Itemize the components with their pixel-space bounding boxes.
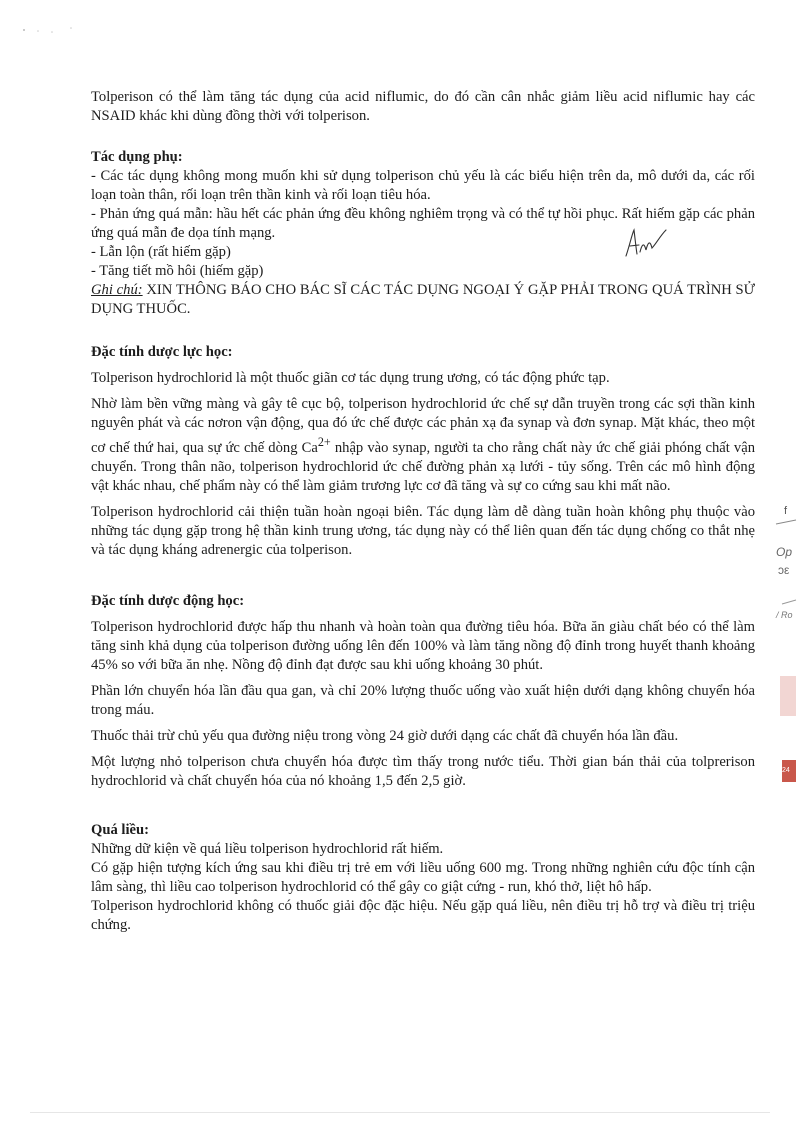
side-effect-line: - Tăng tiết mồ hôi (hiếm gặp) [91, 263, 264, 279]
pharmacodynamics-paragraph [91, 395, 755, 496]
pharmacokinetics-paragraph: Phần lớn chuyển hóa lần đầu qua gan, và chỉ 20% lượng thuốc uống vào xuất hiện dưới dạng không chuyển hóa trong máu. [91, 682, 755, 718]
scan-bottom-edge [30, 1112, 770, 1113]
side-effect-line: - Các tác dụng không mong muốn khi sử dụng tolperison chủ yếu là các biểu hiện trên da, mô dưới da, các rối loạn toàn thân, rối loạn trên thần kinh và rối loạn tiêu hóa. [91, 168, 755, 203]
document-body [91, 88, 755, 935]
pharmacokinetics-paragraph: Thuốc thải trừ chủ yếu qua đường niệu trong vòng 24 giờ dưới dạng các chất đã chuyển hóa lần đầu. [91, 727, 679, 744]
overdose-line: Tolperison hydrochlorid không có thuốc giải độc đặc hiệu. Nếu gặp quá liều, nên điều trị hỗ trợ và điều trị triệu chứng. [91, 897, 755, 933]
side-effect-line: - Phản ứng quá mẫn: hầu hết các phản ứng đều không nghiêm trọng và có thể tự hồi phục. Rất hiếm gặp các phản ứng quá mẫn đe dọa tính mạng. [91, 206, 755, 241]
edge-stamp-fragments [770, 480, 800, 790]
svg-text:/ Ro: / Ro [776, 610, 793, 620]
pharmacodynamics-heading: Đặc tính dược lực học: [91, 344, 233, 360]
text-run: nhập vào synap, người ta cho rằng chất này ức chế giải phóng chất vận chuyển. Trong thân não, tolperison hydrochlorid ức chế đường phản xạ lưới - tủy sống. Trên các mô hình động vật khác nhau, chế phẩm này có thể làm giảm trương lực cơ đã tăng và sự co cứng sau khi mất não. [91, 439, 755, 494]
pharmacokinetics-heading: Đặc tính dược động học: [91, 592, 245, 609]
overdose-section [91, 821, 755, 935]
svg-text:Op: Op [776, 545, 793, 559]
pharmacokinetics-section [91, 592, 755, 791]
note-text: XIN THÔNG BÁO CHO BÁC SĨ CÁC TÁC DỤNG NGOẠI Ý GẶP PHẢI TRONG QUÁ TRÌNH SỬ DỤNG THUỐC. [91, 282, 755, 317]
overdose-line: Có gặp hiện tượng kích ứng sau khi điều trị trẻ em với liều uống 600 mg. Trong những nghiên cứu độc tính cận lâm sàng, thì liều cao tolperison hydrochlorid có thể gây co giật cứng - run, khó thở, liệt hô hấp. [91, 859, 755, 895]
text-run: Nhờ làm bền vững màng và gây tê cục bộ, tolperison hydrochlorid ức chế sự dẫn truyền trong các sợi thần kinh nguyên phát và các nơron vận động, qua đó ức chế được các phản xạ đa synap và đơn synap. Mặt khác, theo một cơ chế thứ hai, qua sự ức chế dòng Ca [91, 396, 755, 456]
side-effects-note [91, 281, 755, 319]
pharmacodynamics-section [91, 343, 755, 560]
superscript-charge: 2+ [317, 435, 331, 449]
pharmacokinetics-paragraph: Một lượng nhỏ tolperison chưa chuyển hóa được tìm thấy trong nước tiểu. Thời gian bán thải của tolprerison hydrochlorid và chất chuyển hóa của nó khoảng 1,5 đến 2,5 giờ. [91, 753, 755, 789]
overdose-line: Những dữ kiện về quá liều tolperison hydrochlorid rất hiếm. [91, 840, 444, 857]
note-label: Ghi chú: [91, 282, 143, 298]
interaction-paragraph: Tolperison có thể làm tăng tác dụng của acid niflumic, do đó cần cân nhắc giảm liều acid niflumic hay các NSAID khác khi dùng đồng thời với tolperison. [91, 89, 755, 124]
scan-artifact-dots [0, 0, 120, 40]
svg-text:f: f [784, 505, 788, 517]
svg-text:ɔε: ɔε [778, 563, 790, 577]
pharmacodynamics-paragraph: Tolperison hydrochlorid là một thuốc giãn cơ tác dụng trung ương, có tác động phức tạp. [91, 370, 610, 386]
svg-text:24: 24 [782, 767, 790, 774]
side-effects-heading: Tác dụng phụ: [91, 149, 183, 165]
handwritten-signature [622, 226, 668, 260]
overdose-heading: Quá liều: [91, 821, 149, 838]
side-effect-line: - Lẫn lộn (rất hiếm gặp) [91, 244, 231, 260]
pharmacodynamics-paragraph: Tolperison hydrochlorid cải thiện tuần hoàn ngoại biên. Tác dụng làm dễ dàng tuần hoàn không phụ thuộc vào những tác dụng gặp trong hệ thần kinh trung ương, tác dụng này có thể liên quan đến tác dụng chống co thắt nhẹ và tác dụng kháng adrenergic của tolperison. [91, 503, 755, 558]
pharmacokinetics-paragraph: Tolperison hydrochlorid được hấp thu nhanh và hoàn toàn qua đường tiêu hóa. Bữa ăn giàu chất béo có thể làm tăng sinh khả dụng của tolperison đường uống lên đến 100% và làm tăng nồng độ đỉnh trong huyết thanh khoảng 45% so với bữa ăn nhẹ. Nồng độ đỉnh đạt được sau khi uống khoảng 30 phút. [91, 618, 755, 673]
